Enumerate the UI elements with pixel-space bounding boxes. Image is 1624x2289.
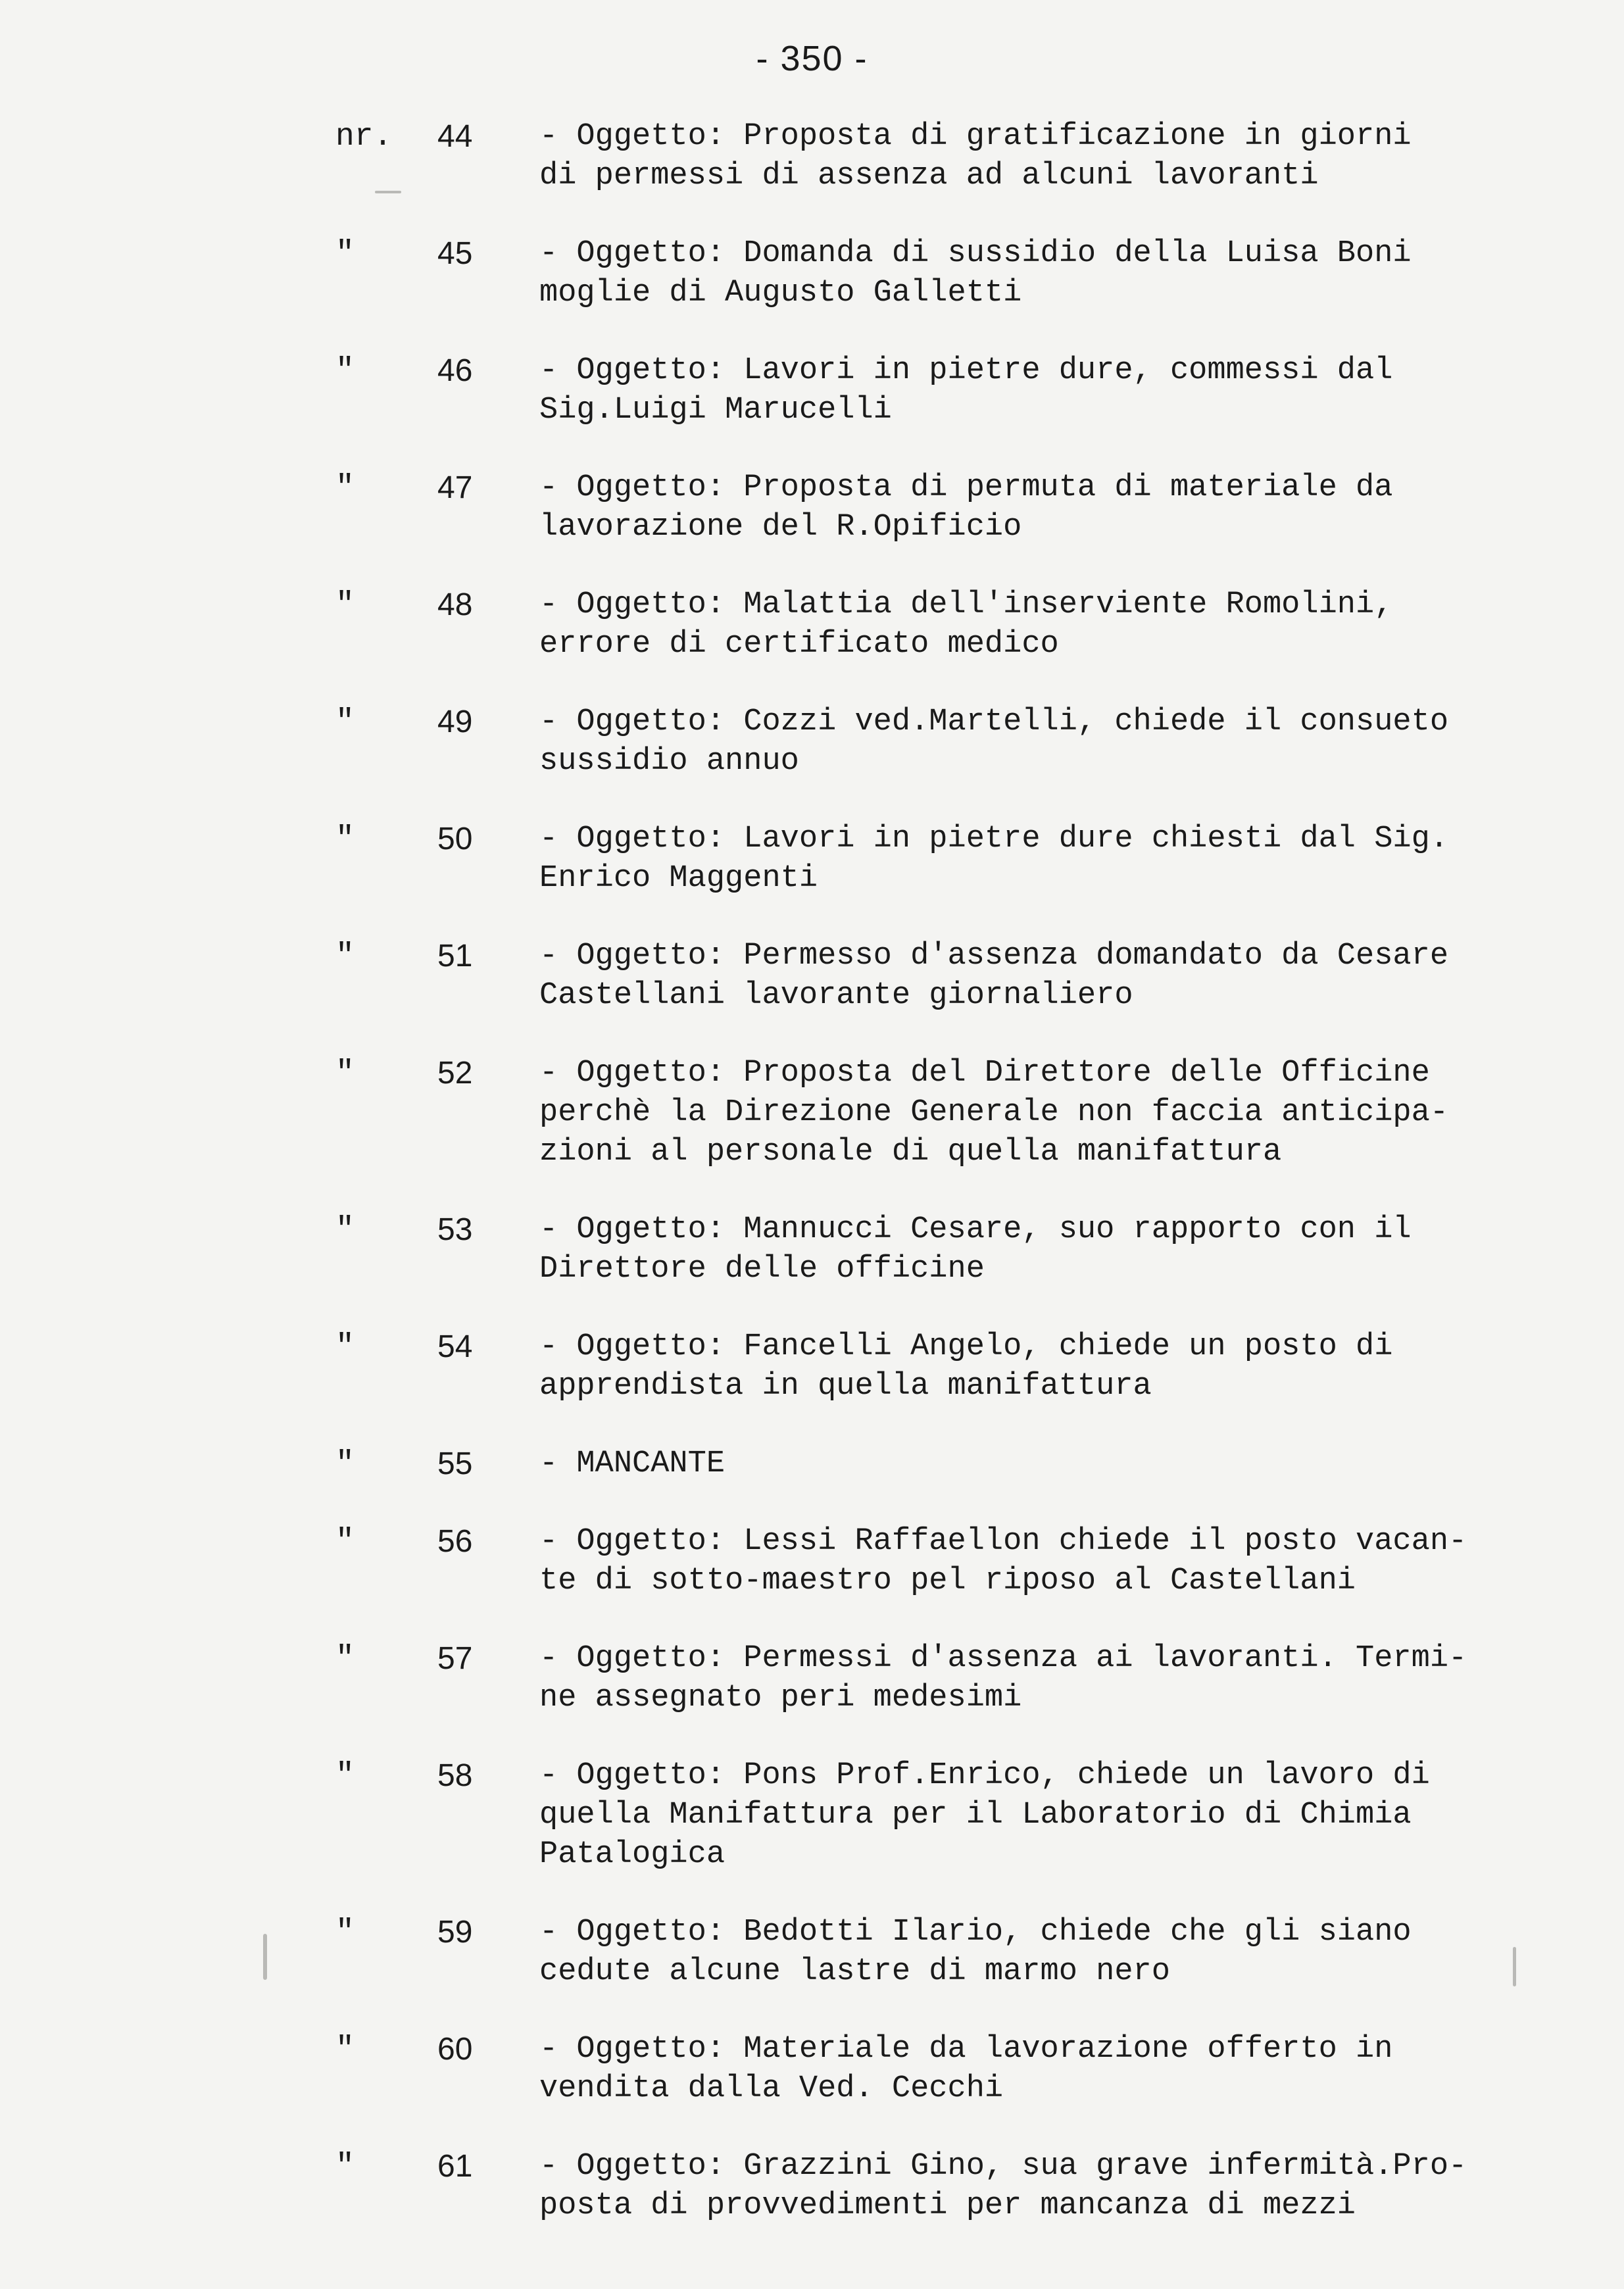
entry-text: - Oggetto: Materiale da lavorazione offerto in vendita dalla Ved. Cecchi bbox=[539, 2032, 1393, 2106]
entry-text: - Oggetto: Lessi Raffaellon chiede il posto vacan- te di sotto-maestro pel riposo al Castellani bbox=[539, 1524, 1467, 1598]
list-item bbox=[0, 468, 1624, 585]
entry-number: 48 bbox=[437, 587, 473, 622]
entry-number: 44 bbox=[437, 119, 473, 154]
entry-number: 46 bbox=[437, 353, 473, 388]
entry-number: 57 bbox=[437, 1641, 473, 1676]
list-item bbox=[0, 1444, 1624, 1522]
entry-number: 49 bbox=[437, 704, 473, 739]
list-item bbox=[0, 1756, 1624, 1913]
entry-text: - Oggetto: Domanda di sussidio della Luisa Boni moglie di Augusto Galletti bbox=[539, 236, 1412, 310]
list-item bbox=[0, 1054, 1624, 1210]
entry-text: - Oggetto: Malattia dell'inserviente Romolini, errore di certificato medico bbox=[539, 587, 1393, 662]
entry-prefix: " bbox=[335, 353, 355, 389]
list-item bbox=[0, 351, 1624, 468]
list-item bbox=[0, 234, 1624, 351]
entry-text: - Oggetto: Pons Prof.Enrico, chiede un lavoro di quella Manifattura per il Laboratorio di Chimia Patalogica bbox=[539, 1758, 1430, 1872]
entry-text: - Oggetto: Proposta del Direttore delle Officine perchè la Direzione Generale non faccia anticipa- zioni al personale di quella manifattura bbox=[539, 1056, 1449, 1169]
entry-prefix: " bbox=[335, 1758, 355, 1794]
entry-number: 51 bbox=[437, 939, 473, 973]
entry-text: - Oggetto: Permessi d'assenza ai lavoranti. Termi- ne assegnato peri medesimi bbox=[539, 1641, 1467, 1715]
page-number: - 350 - bbox=[756, 39, 868, 78]
entry-text: - Oggetto: Bedotti Ilario, chiede che gli siano cedute alcune lastre di marmo nero bbox=[539, 1915, 1412, 1989]
list-item bbox=[0, 1913, 1624, 2030]
entry-prefix: " bbox=[335, 470, 355, 506]
entry-number: 47 bbox=[437, 470, 473, 505]
list-item bbox=[0, 1327, 1624, 1444]
entry-prefix: " bbox=[335, 704, 355, 740]
list-item bbox=[0, 117, 1624, 234]
entry-number: 56 bbox=[437, 1524, 473, 1559]
list-item bbox=[0, 1522, 1624, 1639]
entry-text: - Oggetto: Mannucci Cesare, suo rapporto con il Direttore delle officine bbox=[539, 1212, 1412, 1287]
entry-text: - Oggetto: Fancelli Angelo, chiede un posto di apprendista in quella manifattura bbox=[539, 1329, 1393, 1404]
entry-prefix: " bbox=[335, 2149, 355, 2184]
list-item bbox=[0, 585, 1624, 702]
entry-number: 52 bbox=[437, 1056, 473, 1091]
list-item bbox=[0, 1639, 1624, 1756]
entry-text: - Oggetto: Permesso d'assenza domandato da Cesare Castellani lavorante giornaliero bbox=[539, 939, 1449, 1013]
list-item bbox=[0, 1210, 1624, 1327]
entry-prefix: " bbox=[335, 1056, 355, 1091]
entry-number: 59 bbox=[437, 1915, 473, 1950]
entry-number: 50 bbox=[437, 822, 473, 856]
entry-text: - Oggetto: Lavori in pietre dure chiesti dal Sig. Enrico Maggenti bbox=[539, 822, 1449, 896]
entry-text: - Oggetto: Proposta di permuta di materiale da lavorazione del R.Opificio bbox=[539, 470, 1393, 545]
entry-prefix: " bbox=[335, 2032, 355, 2067]
entry-prefix: " bbox=[335, 1329, 355, 1365]
entry-number: 60 bbox=[437, 2032, 473, 2067]
entry-number: 58 bbox=[437, 1758, 473, 1793]
entry-list bbox=[0, 117, 1624, 2264]
entry-text: - Oggetto: Grazzini Gino, sua grave infermità.Pro- posta di provvedimenti per mancanza di mezzi bbox=[539, 2149, 1467, 2223]
entry-number: 53 bbox=[437, 1212, 473, 1247]
list-item bbox=[0, 702, 1624, 820]
entry-number: 45 bbox=[437, 236, 473, 271]
entry-prefix: " bbox=[335, 939, 355, 974]
entry-prefix: " bbox=[335, 236, 355, 272]
entry-prefix: " bbox=[335, 1915, 355, 1950]
entry-prefix: " bbox=[335, 1641, 355, 1677]
entry-text: - Oggetto: Proposta di gratificazione in giorni di permessi di assenza ad alcuni lavoranti bbox=[539, 119, 1412, 193]
entry-prefix: " bbox=[335, 822, 355, 857]
list-item bbox=[0, 2147, 1624, 2264]
entry-prefix: " bbox=[335, 587, 355, 623]
scan-speck bbox=[263, 1934, 267, 1980]
list-item bbox=[0, 820, 1624, 937]
entry-text: - Oggetto: Lavori in pietre dure, commessi dal Sig.Luigi Marucelli bbox=[539, 353, 1393, 428]
entry-prefix: " bbox=[335, 1446, 355, 1482]
list-item bbox=[0, 937, 1624, 1054]
entry-prefix: " bbox=[335, 1524, 355, 1560]
scan-speck bbox=[1513, 1947, 1516, 1986]
scan-speck bbox=[375, 191, 401, 193]
entry-number: 55 bbox=[437, 1446, 473, 1481]
entry-number: 61 bbox=[437, 2149, 473, 2184]
entry-prefix: nr. bbox=[335, 119, 393, 155]
list-item bbox=[0, 2030, 1624, 2147]
entry-text: - MANCANTE bbox=[539, 1446, 726, 1481]
entry-text: - Oggetto: Cozzi ved.Martelli, chiede il consueto sussidio annuo bbox=[539, 704, 1449, 779]
entry-prefix: " bbox=[335, 1212, 355, 1248]
entry-number: 54 bbox=[437, 1329, 473, 1364]
